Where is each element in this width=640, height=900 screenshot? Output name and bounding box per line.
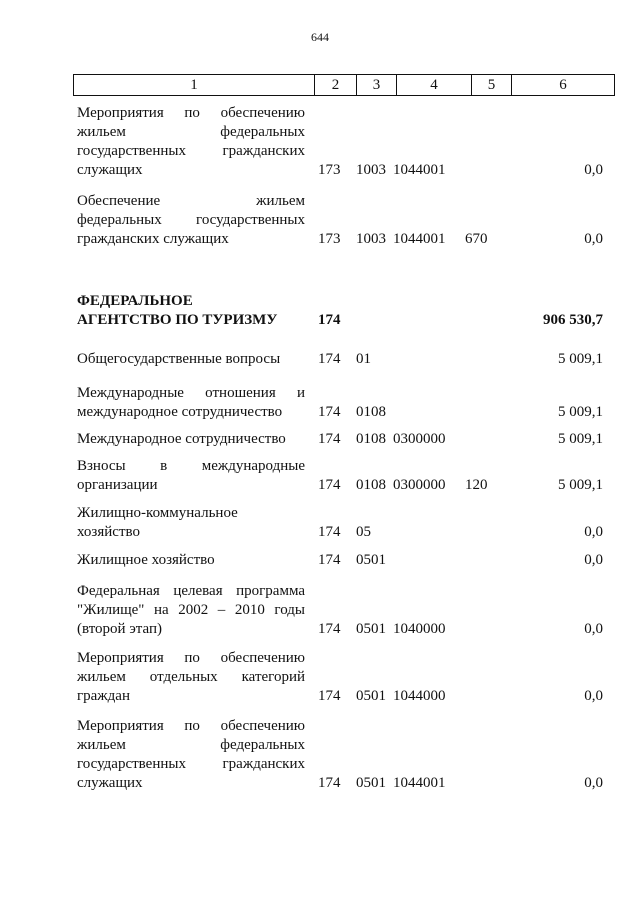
- row-cs-code: 1044001: [393, 775, 446, 791]
- page-number: 644: [311, 30, 329, 44]
- row-rz-code: 01: [356, 351, 371, 367]
- row-sum: 0,0: [584, 162, 603, 178]
- row-name-line: гражданских служащих: [77, 231, 229, 247]
- table-row: [0, 582, 640, 639]
- row-rz-code: 0108: [356, 431, 386, 447]
- row-rz-code: 0501: [356, 621, 386, 637]
- row-name-line: граждан: [77, 688, 130, 704]
- row-sum: 5 009,1: [558, 431, 603, 447]
- row-rz-code: 0501: [356, 552, 386, 568]
- row-cs-code: 1040000: [393, 621, 446, 637]
- row-sum: 0,0: [584, 231, 603, 247]
- row-rz-code: 0501: [356, 688, 386, 704]
- row-gr-code: 174: [318, 552, 341, 568]
- table-row: [0, 717, 640, 793]
- row-name: [77, 192, 305, 249]
- row-name-line: жильем отдельных категорий: [77, 669, 305, 685]
- row-sum: 5 009,1: [558, 404, 603, 420]
- row-gr-code: 174: [318, 431, 341, 447]
- header-col-6: 6: [511, 75, 614, 95]
- header-col-5: 5: [471, 75, 511, 95]
- header-col-2: 2: [314, 75, 356, 95]
- row-cs-code: 0300000: [393, 477, 446, 493]
- row-name: [77, 457, 305, 495]
- header-col-1: 1: [190, 76, 198, 93]
- row-gr-code: 173: [318, 162, 341, 178]
- row-name-line: служащих: [77, 775, 143, 791]
- row-gr-code: 174: [318, 621, 341, 637]
- row-name-line: Общегосударственные вопросы: [77, 351, 281, 367]
- row-name-line: Обеспечение жильем: [77, 193, 305, 209]
- table-row: [0, 504, 640, 542]
- header-col-4: 4: [396, 75, 471, 95]
- row-name-line: ФЕДЕРАЛЬНОЕ: [77, 293, 193, 309]
- row-name: [77, 504, 305, 542]
- row-name-line: государственных гражданских: [77, 143, 305, 159]
- row-sum: 5 009,1: [558, 351, 603, 367]
- header-col-3: 3: [356, 75, 396, 95]
- row-rz-code: 0501: [356, 775, 386, 791]
- row-name-line: (второй этап): [77, 621, 162, 637]
- table-row: [0, 551, 640, 570]
- row-name: [77, 292, 305, 330]
- row-name: [77, 350, 305, 369]
- row-rz-code: 05: [356, 524, 371, 540]
- row-sum: 0,0: [584, 621, 603, 637]
- row-gr-code: 174: [318, 688, 341, 704]
- row-sum: 5 009,1: [558, 477, 603, 493]
- table-header: [73, 74, 615, 96]
- row-name-line: хозяйство: [77, 524, 140, 540]
- row-cs-code: 1044001: [393, 162, 446, 178]
- row-name-line: Жилищно-коммунальное: [77, 505, 238, 521]
- row-rz-code: 1003: [356, 162, 386, 178]
- row-cs-code: 0300000: [393, 431, 446, 447]
- row-name-line: жильем федеральных: [77, 124, 305, 140]
- row-vr-code: 670: [465, 231, 488, 247]
- row-name-line: Взносы в международные: [77, 458, 305, 474]
- row-name-line: Международное сотрудничество: [77, 431, 286, 447]
- row-rz-code: 0108: [356, 404, 386, 420]
- row-name-line: Мероприятия по обеспечению: [77, 105, 305, 121]
- row-rz-code: 0108: [356, 477, 386, 493]
- row-name: [77, 649, 305, 706]
- row-sum: 0,0: [584, 775, 603, 791]
- row-gr-code: 174: [318, 404, 341, 420]
- row-sum: 906 530,7: [543, 312, 603, 328]
- row-name: [77, 430, 305, 449]
- row-name: [77, 551, 305, 570]
- row-name-line: жильем федеральных: [77, 737, 305, 753]
- row-name-line: международное сотрудничество: [77, 404, 283, 420]
- row-name-line: федеральных государственных: [77, 212, 305, 228]
- table-row: [0, 192, 640, 249]
- row-name: [77, 384, 305, 422]
- row-cs-code: 1044000: [393, 688, 446, 704]
- row-sum: 0,0: [584, 688, 603, 704]
- row-name-line: АГЕНТСТВО ПО ТУРИЗМУ: [77, 312, 278, 328]
- row-sum: 0,0: [584, 552, 603, 568]
- row-name-line: Федеральная целевая программа: [77, 583, 305, 599]
- row-name-line: организации: [77, 477, 158, 493]
- table-row: [0, 430, 640, 449]
- table-row: [0, 350, 640, 369]
- table-row: [0, 649, 640, 706]
- row-gr-code: 174: [318, 775, 341, 791]
- row-name: [77, 104, 305, 180]
- row-sum: 0,0: [584, 524, 603, 540]
- row-name-line: Международные отношения и: [77, 385, 305, 401]
- table-row: [0, 104, 640, 180]
- row-name: [77, 582, 305, 639]
- row-rz-code: 1003: [356, 231, 386, 247]
- row-name-line: Жилищное хозяйство: [77, 552, 215, 568]
- row-vr-code: 120: [465, 477, 488, 493]
- row-gr-code: 173: [318, 231, 341, 247]
- row-name-line: Мероприятия по обеспечению: [77, 650, 305, 666]
- row-gr-code: 174: [318, 312, 341, 328]
- row-name-line: служащих: [77, 162, 143, 178]
- row-name-line: государственных гражданских: [77, 756, 305, 772]
- row-name-line: Мероприятия по обеспечению: [77, 718, 305, 734]
- table-row: [0, 384, 640, 422]
- row-gr-code: 174: [318, 477, 341, 493]
- table-row: [0, 292, 640, 330]
- row-gr-code: 174: [318, 524, 341, 540]
- row-cs-code: 1044001: [393, 231, 446, 247]
- row-name: [77, 717, 305, 793]
- row-name-line: "Жилище" на 2002 – 2010 годы: [77, 602, 305, 618]
- row-gr-code: 174: [318, 351, 341, 367]
- table-row: [0, 457, 640, 495]
